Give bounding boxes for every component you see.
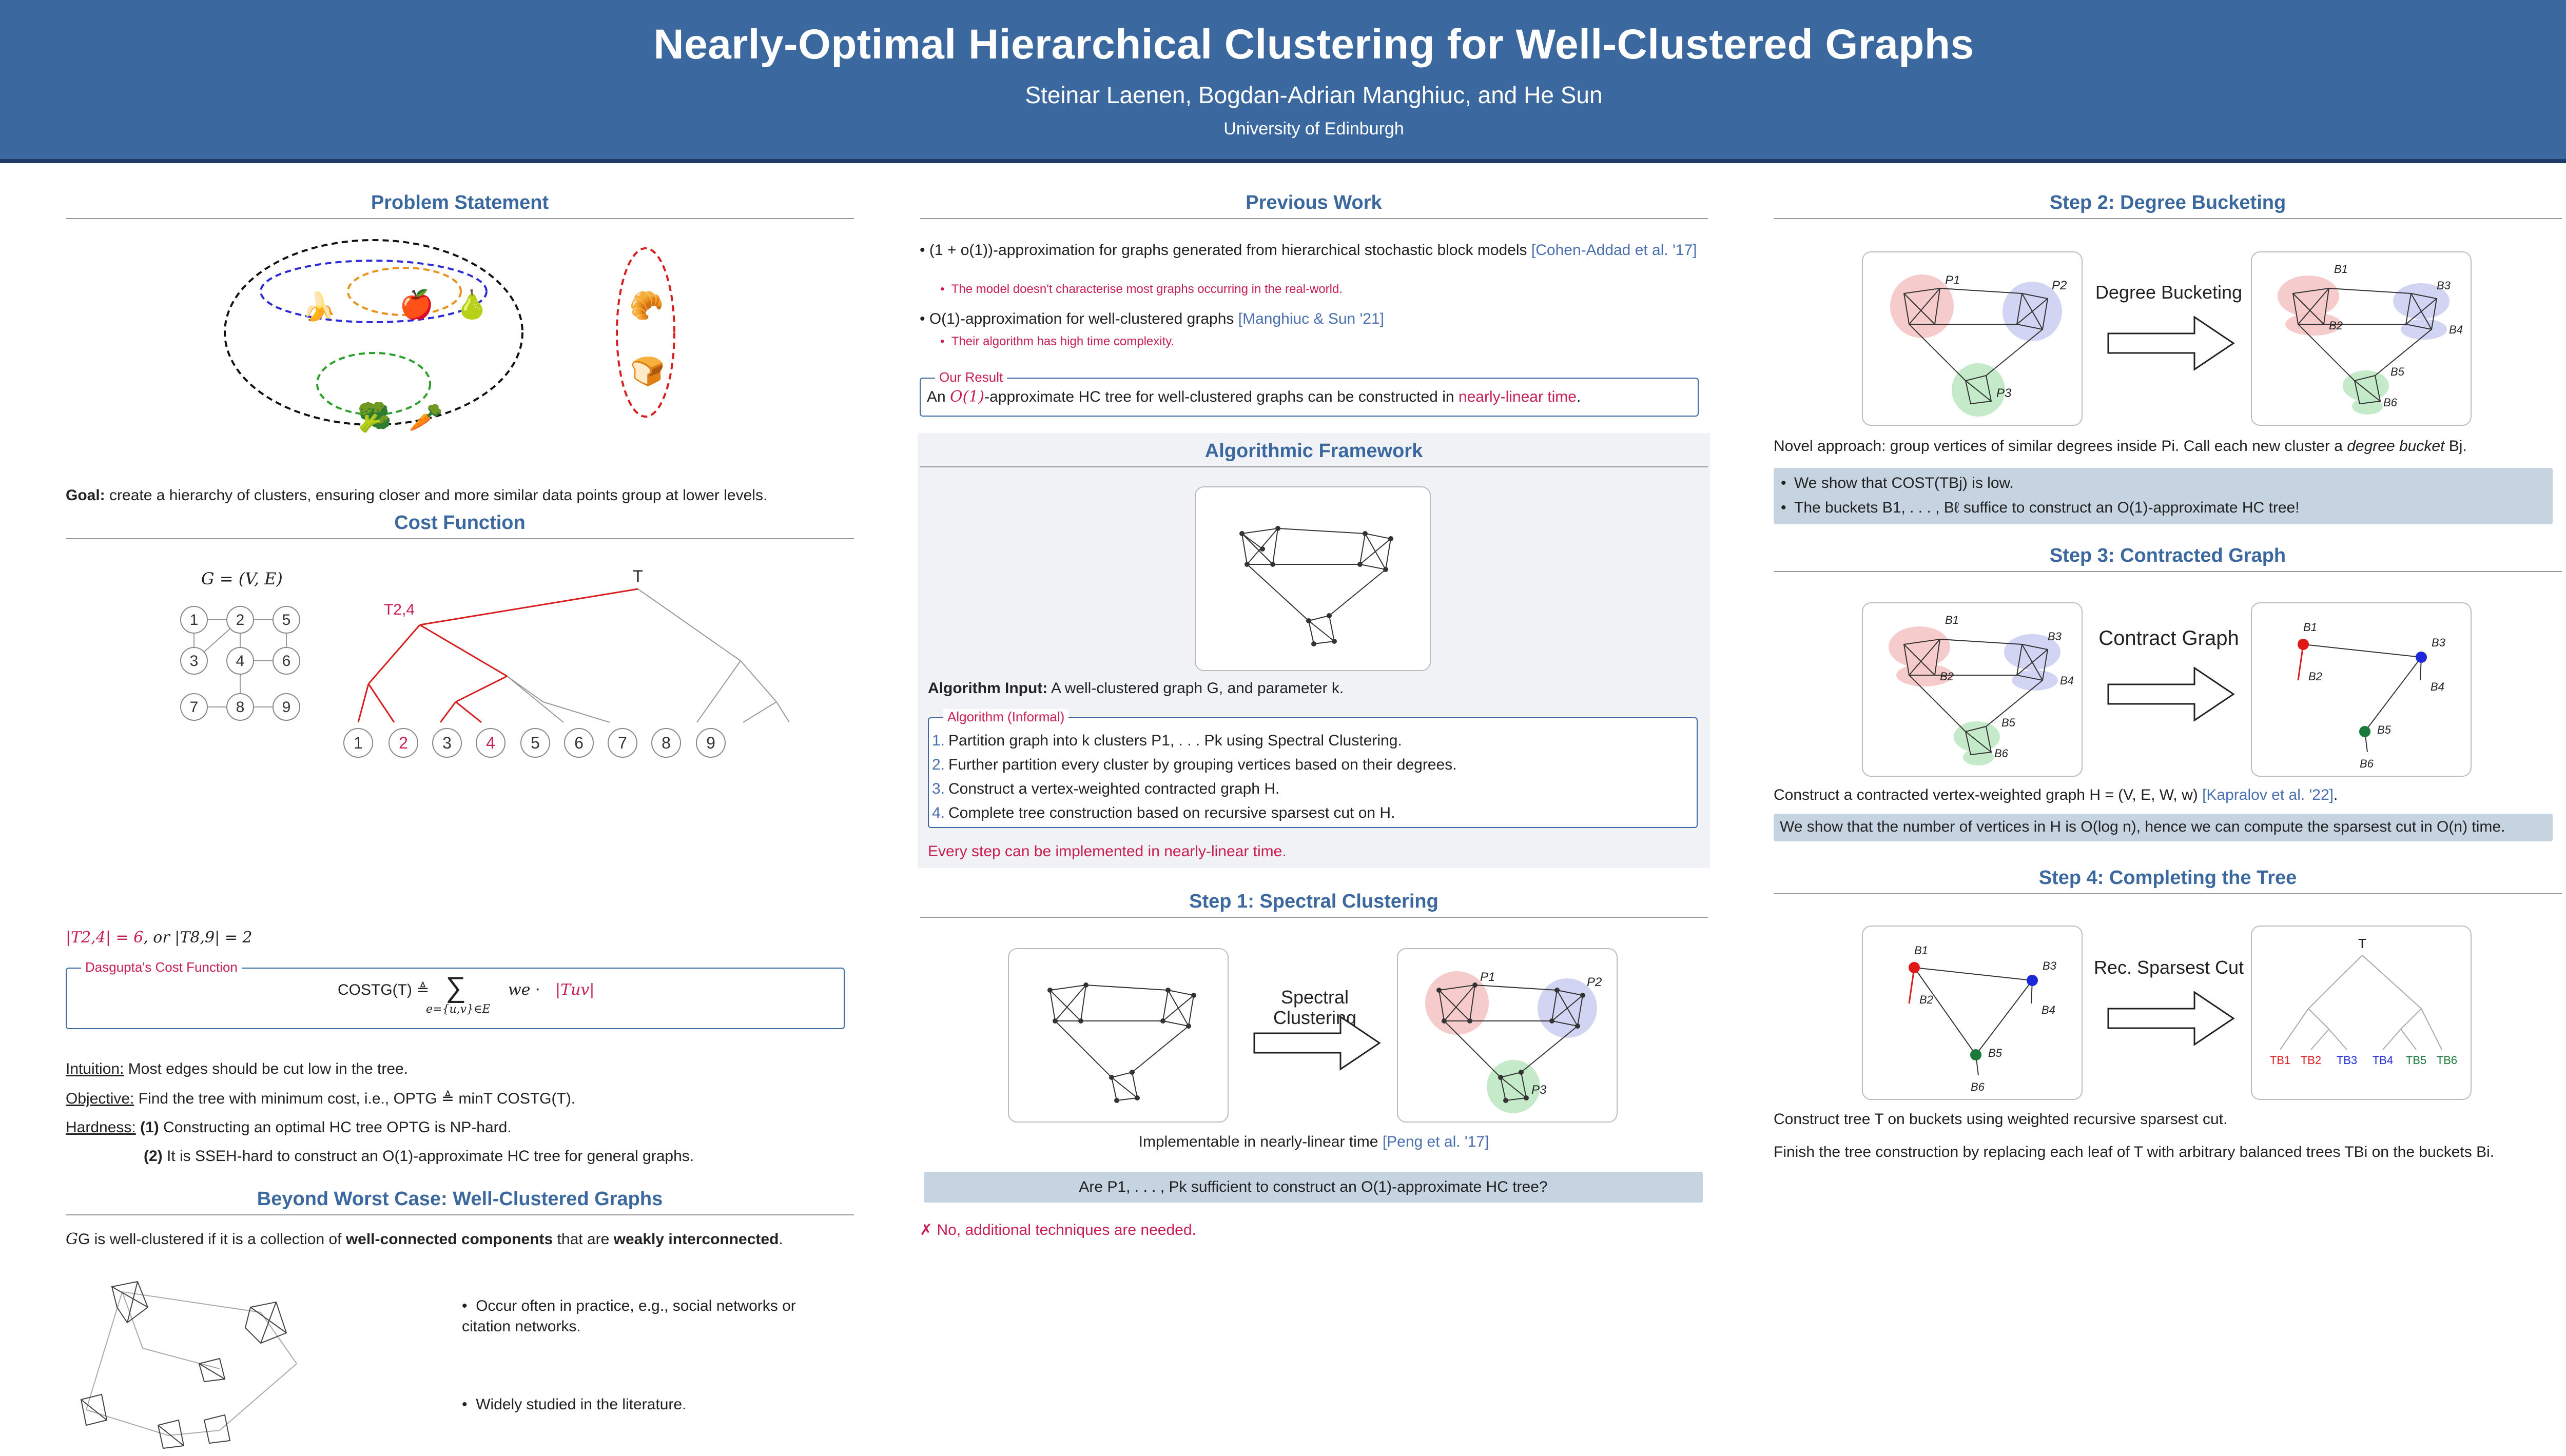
box-label: Our Result: [935, 369, 1007, 385]
bucket-b5-label: B5: [2377, 723, 2391, 736]
tree-root-label: T: [2358, 936, 2366, 951]
leaf-tb2: TB2: [2300, 1054, 2322, 1067]
section-title: Step 2: Degree Bucketing: [1774, 192, 2562, 219]
step3-highlight: [1774, 814, 2553, 841]
previous-bullet-1: • (1 + o(1))-approximation for graphs generated from hierarchical stochastic block models [Cohen-Addad et al. '17]: [920, 242, 1697, 259]
tree-leaves: [338, 722, 820, 763]
sum-symbol: ∑: [445, 971, 466, 1003]
box-label: Algorithm (Informal): [943, 709, 1068, 725]
step2-section: [1774, 192, 2562, 219]
section-title: Step 1: Spectral Clustering: [920, 891, 1708, 918]
step2-clustered-graph: [1863, 252, 2084, 427]
step1-clustered-graph: [1398, 949, 1619, 1124]
section-title: Algorithmic Framework: [920, 440, 1708, 467]
graph-node-4: 4: [236, 653, 245, 670]
previous-work-section: [920, 192, 1708, 219]
section-title: Beyond Worst Case: Well-Clustered Graphs: [66, 1188, 854, 1215]
bucket-b3-label: B3: [2432, 636, 2445, 649]
poster-authors: Steinar Laenen, Bogdan-Adrian Manghiuc, and He Sun: [1025, 82, 1603, 108]
graph-node-2: 2: [236, 612, 245, 628]
cost-formula-right: we ·: [508, 981, 540, 999]
intuition-line: Intuition: Most edges should be cut low in the tree.: [66, 1060, 409, 1077]
bucket-b1-label: B1: [1914, 944, 1928, 957]
step3-result: We show that the number of vertices in H is O(log n), hence we can compute the sparsest cut in O(n) time.: [1780, 818, 2505, 835]
previous-bullet-2: • O(1)-approximation for well-clustered graphs [Manghiuc & Sun '21]: [920, 310, 1384, 327]
section-title: Step 3: Contracted Graph: [1774, 545, 2562, 572]
objective-line: Objective: Find the tree with minimum cost, i.e., OPTG ≜ minT COSTG(T).: [66, 1090, 576, 1107]
step2-input-card: [1862, 251, 2083, 426]
step2-bucketed-graph: [2252, 252, 2473, 427]
step4-tree: [2252, 927, 2473, 1101]
step3-section: [1774, 545, 2562, 572]
step1-input-card: [1008, 948, 1229, 1123]
carrot-emoji: 🥕: [409, 402, 443, 433]
step3-contracted-graph: [2252, 603, 2473, 778]
bucket-b2-label: B2: [1940, 670, 1954, 683]
bucket-b5-label: B5: [2001, 716, 2015, 729]
leaf-1: 1: [354, 734, 363, 752]
leaf-6: 6: [574, 734, 584, 752]
graph-node-8: 8: [236, 699, 245, 716]
algorithm-step: 3. Construct a vertex-weighted contracted graph H.: [932, 780, 1280, 797]
example-hc-tree: [338, 563, 820, 743]
input-graph: [1196, 487, 1432, 672]
leaf-7: 7: [618, 734, 627, 752]
step3-arrow-icon: [2107, 666, 2235, 722]
our-result-box: [920, 369, 1699, 417]
section-title: Step 4: Completing the Tree: [1774, 867, 2562, 894]
step1-section: [920, 891, 1708, 918]
leaf-8: 8: [662, 734, 671, 752]
algorithm-step: 2. Further partition every cluster by grouping vertices based on their degrees.: [932, 756, 1457, 773]
step4-input-card: [1862, 926, 2083, 1100]
poster-affiliation: University of Edinburgh: [1223, 119, 1404, 139]
beyond-worst-case-section: [66, 1188, 854, 1215]
leaf-tb4: TB4: [2372, 1054, 2394, 1067]
leaf-tb1: TB1: [2269, 1054, 2291, 1067]
bucket-b6-label: B6: [1971, 1080, 1985, 1093]
algorithm-informal-box: [928, 709, 1698, 828]
fruit-clusters-diagram: [220, 235, 712, 450]
graph-node-3: 3: [189, 653, 199, 670]
step2-arrow-icon: [2107, 315, 2235, 371]
step3-bucketed-graph: [1863, 603, 2084, 778]
step3-input-card: [1862, 602, 2083, 777]
leaf-tb6: TB6: [2436, 1054, 2458, 1067]
step3-arrow-label: Contract Graph: [2098, 627, 2239, 650]
banana-emoji: 🍌: [302, 291, 337, 322]
step3-output-card: [2251, 602, 2472, 777]
bucket-b5-label: B5: [2390, 365, 2404, 378]
algorithm-step: 1. Partition graph into k clusters P1, . . . Pk using Spectral Clustering.: [932, 732, 1402, 749]
graph-node-5: 5: [282, 612, 291, 628]
example-graph: [179, 604, 302, 738]
bucket-b4-label: B4: [2431, 680, 2444, 693]
step1-output-card: [1397, 948, 1618, 1123]
graph-label: G = (V, E): [201, 569, 283, 588]
bucket-b3-label: B3: [2048, 630, 2062, 643]
framework-note: Every step can be implemented in nearly-linear time.: [928, 843, 1287, 860]
previous-sub-1: • The model doesn't characterise most graphs occurring in the real-world.: [940, 282, 1343, 296]
step1-question-highlight: [924, 1172, 1703, 1203]
our-result-text: An O(1)-approximate HC tree for well-clustered graphs can be constructed in nearly-linear time.: [927, 388, 1581, 406]
section-title: Previous Work: [920, 192, 1708, 219]
bucket-b6-label: B6: [2360, 757, 2374, 770]
bucket-b1-label: B1: [2303, 621, 2317, 634]
bread-emoji: 🍞: [630, 356, 665, 387]
step1-input-graph: [1009, 949, 1230, 1124]
bucket-b1-label: B1: [1945, 614, 1959, 626]
leaf-9: 9: [706, 734, 715, 752]
cluster-p3-label: P3: [1996, 386, 2012, 400]
problem-statement-section: [66, 192, 854, 219]
bucket-b5-label: B5: [1988, 1047, 2002, 1059]
cost-function-section: [66, 512, 854, 539]
step1-arrow-label: Spectral Clustering: [1273, 987, 1357, 1028]
bucket-b4-label: B4: [2042, 1004, 2055, 1016]
step4-section: [1774, 867, 2562, 894]
bucket-b3-label: B3: [2043, 959, 2056, 972]
hardness-line-1: Hardness: (1) Constructing an optimal HC tree OPTG is NP-hard.: [66, 1119, 512, 1136]
leaf-4: 4: [486, 734, 495, 752]
cluster-p1-label: P1: [1480, 970, 1495, 984]
bucket-b1-label: B1: [2334, 263, 2348, 276]
step2-highlight: [1774, 468, 2553, 524]
cost-formula-red: |Tuv|: [555, 981, 595, 999]
graph-node-6: 6: [282, 653, 291, 670]
bucket-b4-label: B4: [2060, 674, 2074, 687]
apple-emoji: 🍎: [399, 289, 434, 320]
section-title: Problem Statement: [66, 192, 854, 219]
step2-result: • We show that COST(TBj) is low.: [1778, 471, 2300, 496]
goal-text: Goal: create a hierarchy of clusters, ensuring closer and more similar data points group at lower levels.: [66, 487, 768, 504]
leaf-tb5: TB5: [2405, 1054, 2427, 1067]
leaf-3: 3: [442, 734, 452, 752]
leaf-5: 5: [531, 734, 540, 752]
subtree-size-note: |T2,4| = 6, or |T8,9| = 2: [66, 929, 252, 947]
poster-header: [0, 0, 2566, 163]
bucket-b3-label: B3: [2437, 279, 2451, 292]
leaf-tb3: TB3: [2336, 1054, 2358, 1067]
bucket-b2-label: B2: [2329, 319, 2343, 332]
cluster-p3-label: P3: [1531, 1083, 1547, 1097]
step4-description-1: Construct tree T on buckets using weighted recursive sparsest cut.: [1774, 1111, 2228, 1128]
well-clustered-graph-illustration: [66, 1266, 322, 1456]
step4-arrow-label: Rec. Sparsest Cut: [2093, 957, 2244, 978]
step4-output-card: [2251, 926, 2472, 1100]
beyond-bullet-1: • Occur often in practice, e.g., social networks or citation networks.: [462, 1297, 796, 1335]
tree-root-label: T: [633, 567, 643, 585]
step2-result: • The buckets B1, . . . , Bℓ suffice to construct an O(1)-approximate HC tree!: [1778, 496, 2300, 520]
step4-contracted-graph: [1863, 927, 2084, 1101]
hardness-line-2: (2) It is SSEH-hard to construct an O(1)-approximate HC tree for general graphs.: [144, 1148, 694, 1165]
box-label: Dasgupta's Cost Function: [81, 959, 242, 975]
step2-output-card: [2251, 251, 2472, 426]
section-title: Cost Function: [66, 512, 854, 539]
dasgupta-cost-box: [66, 959, 845, 1029]
cluster-p1-label: P1: [1945, 273, 1960, 287]
previous-sub-2: • Their algorithm has high time complexity.: [940, 335, 1175, 348]
well-clustered-definition: GG is well-clustered if it is a collection of well-connected components that are weakly interconnected.: [66, 1230, 783, 1248]
step3-description: Construct a contracted vertex-weighted graph H = (V, E, W, w) [Kapralov et al. '22].: [1774, 786, 2338, 803]
graph-node-7: 7: [189, 699, 199, 716]
step1-implementation-note: Implementable in nearly-linear time [Peng et al. '17]: [1138, 1133, 1489, 1150]
step4-arrow-icon: [2107, 990, 2235, 1047]
croissant-emoji: 🥐: [629, 290, 664, 321]
input-graph-card: [1195, 486, 1431, 671]
step1-answer: ✗ No, additional techniques are needed.: [920, 1222, 1196, 1238]
sum-subscript: e={u,v}∈E: [426, 1003, 491, 1016]
bucket-b2-label: B2: [1919, 993, 1933, 1006]
cluster-p2-label: P2: [2052, 279, 2067, 292]
step1-question: Are P1, . . . , Pk sufficient to construct an O(1)-approximate HC tree?: [1079, 1178, 1548, 1195]
cost-formula-left: COSTG(T) ≜: [338, 981, 430, 998]
step1-arrow-icon: [1253, 1015, 1382, 1071]
step2-results: [1778, 471, 2300, 520]
algorithmic-framework-section: [920, 440, 1708, 467]
graph-node-1: 1: [189, 612, 199, 628]
algorithm-input: Algorithm Input: A well-clustered graph G, and parameter k.: [928, 680, 1344, 697]
step2-arrow-label: Degree Bucketing: [2095, 282, 2243, 303]
bucket-b4-label: B4: [2449, 323, 2463, 336]
beyond-bullet-2: • Widely studied in the literature.: [462, 1396, 687, 1413]
bucket-b6-label: B6: [1994, 747, 2008, 760]
poster-title: Nearly-Optimal Hierarchical Clustering for Well-Clustered Graphs: [653, 21, 1974, 68]
subtree-label: T2,4: [383, 601, 415, 618]
bucket-b6-label: B6: [2383, 396, 2397, 409]
cluster-p2-label: P2: [1587, 975, 1602, 989]
leaf-2: 2: [399, 734, 408, 752]
algorithm-steps: [929, 729, 1457, 825]
step4-description-2: Finish the tree construction by replacing each leaf of T with arbitrary balanced trees TBi on the buckets Bi.: [1774, 1144, 2495, 1160]
step2-description: Novel approach: group vertices of similar degrees inside Pi. Call each new cluster a degree bucket Bj.: [1774, 438, 2467, 455]
bucket-b2-label: B2: [2308, 670, 2322, 683]
graph-node-9: 9: [282, 699, 291, 716]
broccoli-emoji: 🥦: [357, 402, 392, 433]
algorithm-step: 4. Complete tree construction based on recursive sparsest cut on H.: [932, 804, 1395, 821]
pear-emoji: 🍐: [455, 289, 490, 320]
